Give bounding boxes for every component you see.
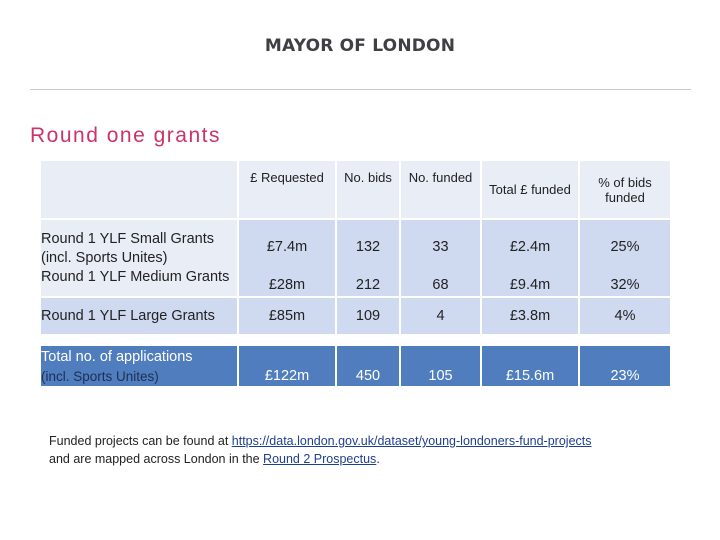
cell-requested: £85m bbox=[239, 298, 335, 334]
page-title: Round one grants bbox=[30, 124, 221, 147]
cell-funded: 4 bbox=[401, 298, 480, 334]
row-label-medium: Round 1 YLF Medium Grants bbox=[41, 268, 230, 285]
cell-funded: 33 68 bbox=[401, 220, 480, 296]
total-pct-funded: 23% bbox=[580, 346, 670, 386]
prospectus-link[interactable]: Round 2 Prospectus bbox=[263, 452, 377, 466]
table-row bbox=[41, 298, 670, 334]
row-label-small: Round 1 YLF Small Grants (incl. Sports Unites) bbox=[41, 230, 215, 266]
total-funded: 105 bbox=[401, 346, 480, 386]
mayor-of-london-logo: MAYOR OF LONDON bbox=[264, 36, 456, 56]
footnote-prefix: Funded projects can be found at bbox=[49, 434, 232, 448]
table-row bbox=[41, 220, 670, 296]
total-sublabel: (incl. Sports Unites) bbox=[41, 369, 159, 384]
column-header-pct-funded: % of bids funded bbox=[580, 161, 670, 218]
dataset-link[interactable]: https://data.london.gov.uk/dataset/young-londoners-fund-projects bbox=[231, 434, 592, 448]
column-header-requested: £ Requested bbox=[239, 161, 335, 218]
table-spacer-row bbox=[41, 336, 670, 344]
total-row-label bbox=[41, 346, 237, 386]
cell-bids: 109 bbox=[337, 298, 399, 334]
cell-total-funded: £2.4m £9.4m bbox=[482, 220, 578, 296]
cell-requested: £7.4m £28m bbox=[239, 220, 335, 296]
header-divider bbox=[30, 89, 691, 90]
total-total-funded: £15.6m bbox=[482, 346, 578, 386]
total-label: Total no. of applications bbox=[41, 349, 193, 365]
cell-pct-funded: 4% bbox=[580, 298, 670, 334]
column-header-funded: No. funded bbox=[401, 161, 480, 218]
cell-pct-funded: 25% 32% bbox=[580, 220, 670, 296]
footnote-suffix: . bbox=[376, 452, 380, 466]
total-bids: 450 bbox=[337, 346, 399, 386]
table-corner-cell bbox=[41, 161, 237, 218]
footnote-middle: and are mapped across London in the bbox=[49, 452, 264, 466]
footnote bbox=[49, 432, 592, 468]
table-header-row bbox=[41, 161, 670, 218]
row-label-small-medium bbox=[41, 220, 237, 296]
cell-total-funded: £3.8m bbox=[482, 298, 578, 334]
total-requested: £122m bbox=[239, 346, 335, 386]
table-total-row bbox=[41, 346, 670, 386]
row-label-large: Round 1 YLF Large Grants bbox=[41, 298, 237, 334]
column-header-bids: No. bids bbox=[337, 161, 399, 218]
cell-bids: 132 212 bbox=[337, 220, 399, 296]
column-header-total-funded: Total £ funded bbox=[482, 161, 578, 218]
grants-table bbox=[39, 159, 672, 388]
